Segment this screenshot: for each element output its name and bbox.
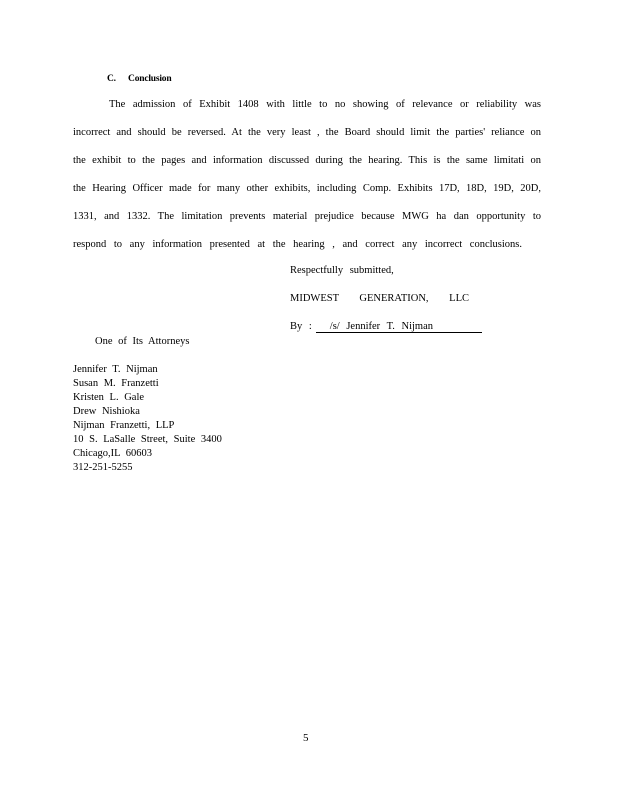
by-label: By : [290,321,312,332]
section-heading [107,74,171,84]
signature-line [316,321,482,333]
signature-text: /s/ Jennifer T. Nijman [329,321,433,332]
paragraph-line: 1331, and 1332. The limitation prevents material prejudice because MWG ha dan opportunity to [73,211,541,222]
paragraph-line: The admission of Exhibit 1408 with little to no showing of relevance or reliability was [109,99,541,110]
paragraph-line: the Hearing Officer made for many other exhibits, including Comp. Exhibits 17D, 18D, 19D, 20D, [73,183,541,194]
contact-line: 10 S. LaSalle Street, Suite 3400 [73,434,222,445]
contact-line: 312-251-5255 [73,462,133,473]
contact-line: Kristen L. Gale [73,392,145,403]
company-name: MIDWEST GENERATION, LLC [290,293,470,304]
contact-line: Nijman Franzetti, LLP [73,420,175,431]
contact-line: Drew Nishioka [73,406,140,417]
contact-line: Jennifer T. Nijman [73,364,158,375]
section-label: C. [107,74,116,84]
respectfully-submitted: Respectfully submitted, [290,265,394,276]
paragraph-line: the exhibit to the pages and information discussed during the hearing. This is the same limitati on [73,155,541,166]
contact-line: Susan M. Franzetti [73,378,159,389]
section-title: Conclusion [128,74,172,84]
contact-line: Chicago,IL 60603 [73,448,153,459]
attorneys-caption: One of Its Attorneys [95,336,190,347]
paragraph-line: incorrect and should be reversed. At the very least , the Board should limit the parties' reliance on [73,127,541,138]
conclusion-paragraph [73,97,541,265]
paragraph-line: respond to any information presented at the hearing , and correct any incorrect conclusions. [73,239,522,250]
attorney-contact-block [73,363,222,475]
signature-block [290,321,482,333]
page-number: 5 [303,732,309,744]
